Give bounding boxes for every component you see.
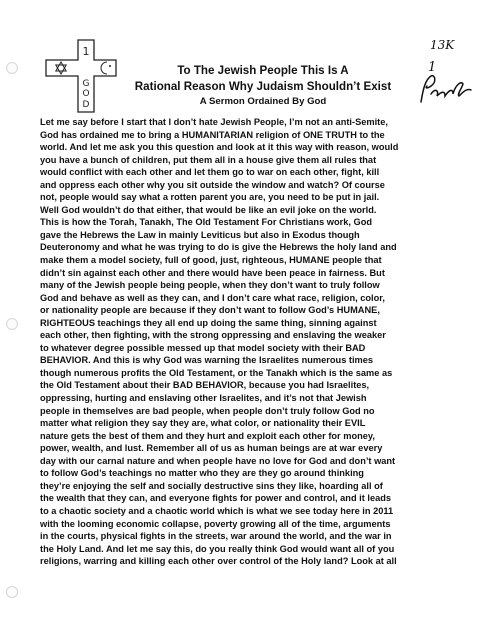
body-line: the Old Testament about their BAD BEHAVIOR, because you had Israelites, bbox=[40, 380, 370, 391]
body-line: though numerous profits the Old Testament, or the Tanakh which is the same as bbox=[40, 367, 393, 378]
annotation-number: 13K bbox=[430, 38, 455, 52]
star-of-david-icon bbox=[56, 62, 66, 74]
body-line: many of the Jewish people being people, when they don’t want to truly follow bbox=[40, 280, 380, 291]
body-line: the wealth that they can, and everyone fights for power and control, and it leads bbox=[40, 493, 392, 504]
body-line: with the looming economic collapse, poverty growing all of the time, arguments bbox=[40, 518, 391, 529]
body-line: religions, warring and killing each other over control of the Holy land? Look at all bbox=[40, 556, 397, 567]
body-line: each other, then fighting, with the strong oppressing and enslaving the weaker bbox=[40, 330, 386, 341]
body-line: nature gets the best of them and they hurt and exploit each other for money, bbox=[40, 430, 375, 441]
logo-letter: D bbox=[82, 100, 90, 110]
body-line: or nationality people are because if they don’t want to follow God’s HUMANE, bbox=[40, 305, 380, 316]
body-line: world. And let me ask you this question and look at it this way with reason, would bbox=[40, 142, 399, 153]
body-line: in the courts, physical fights in the streets, war around the world, and the war in bbox=[40, 531, 392, 542]
body-line: the Holy Land. And let me say this, do you really think God would want all of you bbox=[40, 543, 395, 554]
body-line: BEHAVIOR. And this is why God was warning the Israelites numerous times bbox=[40, 355, 374, 366]
body-line: didn’t sin against each other and there would have been peace in fairness. But bbox=[40, 267, 385, 278]
body-line: and oppress each other why you sit outside the window and watch? Of course bbox=[40, 179, 385, 190]
sermon-body bbox=[40, 116, 485, 636]
punch-hole bbox=[6, 586, 18, 598]
body-line: day with our carnal nature and when people have no love for God and don’t want bbox=[40, 455, 396, 466]
body-line: This is how the Torah, Tanakh, The Old Testament For Christians work, God bbox=[40, 217, 373, 228]
cross-logo bbox=[38, 38, 118, 114]
body-line: God and behave as well as they can, and I don’t care what race, religion, color, bbox=[40, 292, 385, 303]
logo-number: 1 bbox=[82, 45, 90, 58]
logo-letter: G bbox=[82, 79, 90, 89]
body-line: Let me say before I start that I don’t hate Jewish People, I’m not an anti-Semite, bbox=[40, 117, 388, 127]
body-line: matter what religion they say they are, what color, or nationality their EVIL bbox=[40, 418, 366, 429]
body-line: make them a model society, full of good, just, righteous, HUMANE people that bbox=[40, 255, 382, 266]
body-line: they’re enjoying the self and socially destructive sins they like, hoarding all of bbox=[40, 480, 383, 491]
signature bbox=[417, 68, 477, 110]
page-number: 1 bbox=[428, 60, 437, 75]
body-line: Well God wouldn’t do that either, that would be like an evil joke on the world. bbox=[40, 204, 377, 215]
punch-hole bbox=[6, 62, 18, 74]
body-line: God has ordained me to bring a HUMANITARIAN religion of ONE TRUTH to the bbox=[40, 129, 385, 140]
body-line: people in themselves are bad people, when people don’t truly follow God no bbox=[40, 405, 375, 416]
body-line: oppressing, hurting and enslaving other Israelites, and it’s not that Jewish bbox=[40, 393, 367, 404]
body-line: to whatever degree possible messed up that model society with their BAD bbox=[40, 342, 366, 353]
logo-letter: O bbox=[82, 89, 90, 99]
punch-hole bbox=[6, 318, 18, 330]
title-line-1: To The Jewish People This Is A bbox=[177, 64, 349, 77]
body-line: not, people would say what a rotten parent you are, you need to be put in jail. bbox=[40, 192, 380, 203]
body-line: to follow God’s teachings no matter who they are they go around thinking bbox=[40, 468, 364, 479]
body-line: to a chaotic society and a chaotic world which is what we see today here in 2011 bbox=[40, 505, 394, 516]
body-line: Deuteronomy and what he was trying to do is give the Hebrews the holy land and bbox=[40, 242, 397, 253]
body-line: gave the Hebrews the Law in mainly Leviticus but also in Exodus though bbox=[40, 229, 360, 240]
body-line: RIGHTEOUS teachings they all end up doing the same thing, sinning against bbox=[40, 317, 377, 328]
crescent-icon bbox=[101, 62, 111, 74]
body-line: you have a bunch of children, put them all in a house give them all rules that bbox=[40, 154, 377, 165]
subtitle: A Sermon Ordained By God bbox=[199, 96, 327, 107]
body-line: power, wealth, and lust. Remember all of us as human beings are at war every bbox=[40, 443, 383, 454]
body-line: would conflict with each other and let them go to war on each other, fight, kill bbox=[40, 167, 380, 178]
title-line-2: Rational Reason Why Judaism Shouldn’t Exist bbox=[134, 80, 392, 93]
